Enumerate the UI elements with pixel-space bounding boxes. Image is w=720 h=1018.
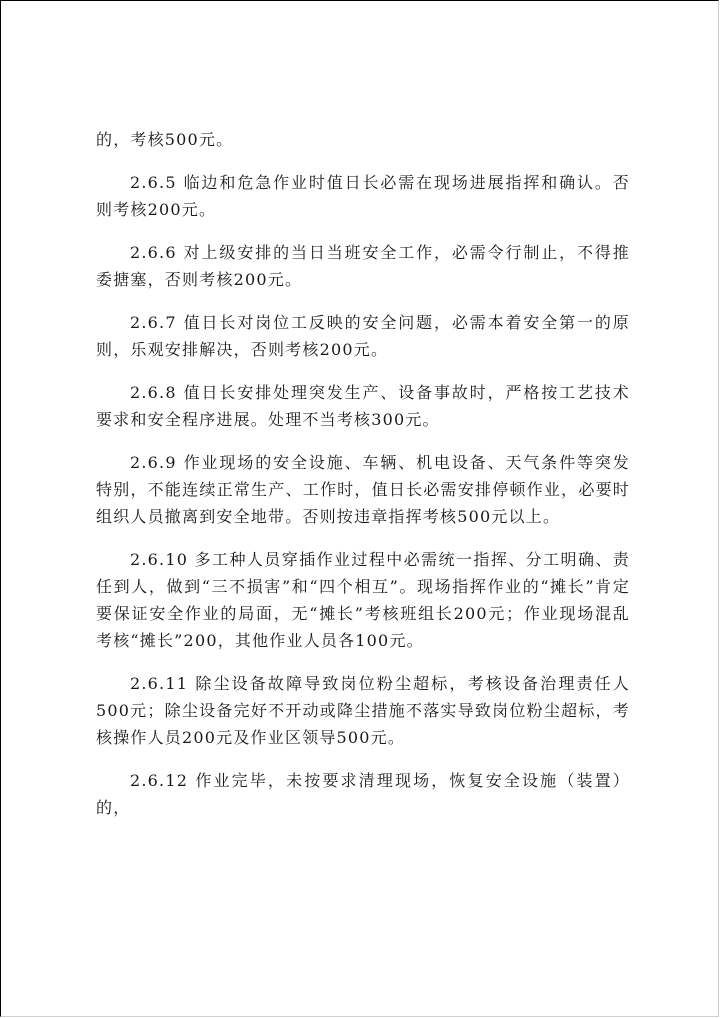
paragraph-2-6-5: 2.6.5 临边和危急作业时值日长必需在现场进展指挥和确认。否则考核200元。: [96, 173, 630, 219]
paragraph-2-6-8: 2.6.8 值日长安排处理突发生产、设备事故时，严格按工艺技术要求和安全程序进展。处理不当考核300元。: [96, 383, 630, 429]
paragraph-2-6-9: 2.6.9 作业现场的安全设施、车辆、机电设备、天气条件等突发特别，不能连续正常生产、工作时，值日长必需安排停顿作业，必要时组织人员撤离到安全地带。否则按违章指挥考核500元以上。: [96, 453, 630, 526]
paragraph-2-6-12: 2.6.12 作业完毕，未按要求清理现场，恢复安全设施（装置）的，: [96, 771, 630, 817]
paragraph-2-6-7: 2.6.7 值日长对岗位工反映的安全问题，必需本着安全第一的原则，乐观安排解决，否则考核200元。: [96, 313, 630, 359]
paragraph-2-6-10: 2.6.10 多工种人员穿插作业过程中必需统一指挥、分工明确、责任到人，做到“三不损害”和“四个相互”。现场指挥作业的“摊长”肯定要保证安全作业的局面，无“摊长”考核班组长200元；作业现场混乱考核“摊长”200，其他作业人员各100元。: [96, 550, 630, 650]
paragraph-2-6-6: 2.6.6 对上级安排的当日当班安全工作，必需令行制止，不得推委搪塞，否则考核200元。: [96, 243, 630, 289]
paragraph-2-6-11: 2.6.11 除尘设备故障导致岗位粉尘超标，考核设备治理责任人500元；除尘设备完好不开动或降尘措施不落实导致岗位粉尘超标，考核操作人员200元及作业区领导500元。: [96, 674, 630, 747]
paragraph-continuation: 的，考核500元。: [96, 130, 234, 149]
document-body: [96, 126, 630, 837]
